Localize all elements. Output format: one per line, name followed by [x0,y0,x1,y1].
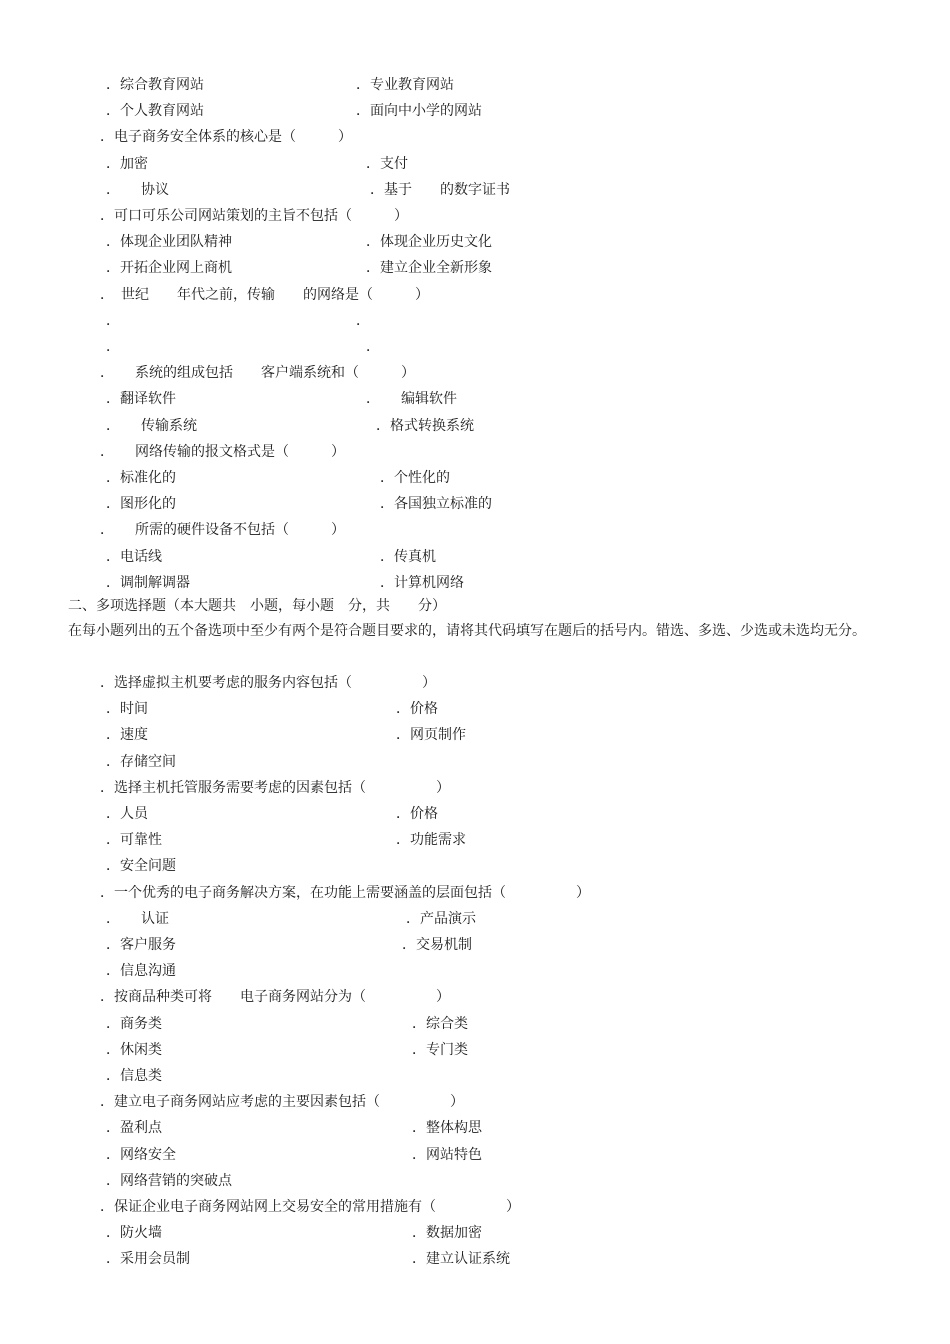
option-right: ． [366,339,380,355]
option-right: ．个性化的 [380,470,450,486]
option-right: ．专业教育网站 [356,77,454,93]
option-left: ．盈利点 [106,1120,162,1136]
option-left: ． 传输系统 [106,418,197,434]
option-left: ．安全问题 [106,858,176,874]
option-left: ．人员 [106,806,148,822]
option-left: ． [106,313,120,329]
option-left: ．加密 [106,156,148,172]
option-left: ． [106,339,120,355]
option-left: ． 认证 [106,911,169,927]
option-right: ．计算机网络 [380,575,464,591]
option-left: ．休闲类 [106,1042,162,1058]
question-stem: ．电子商务安全体系的核心是（ ） [100,129,352,145]
option-left: ．信息沟通 [106,963,176,979]
option-right: ．网站特色 [412,1147,482,1163]
option-right: ． [356,313,370,329]
question-stem: ．按商品种类可将 电子商务网站分为（ ） [100,989,450,1005]
option-left: ．网络营销的突破点 [106,1173,232,1189]
option-left: ．商务类 [106,1016,162,1032]
option-right: ．支付 [366,156,408,172]
question-stem: ．可口可乐公司网站策划的主旨不包括（ ） [100,208,408,224]
question-stem: ．建立电子商务网站应考虑的主要因素包括（ ） [100,1094,464,1110]
option-right: ．综合类 [412,1016,468,1032]
option-left: ．开拓企业网上商机 [106,260,232,276]
option-right: ．交易机制 [402,937,472,953]
option-right: ．产品演示 [406,911,476,927]
option-right: ．网页制作 [396,727,466,743]
question-stem: ．保证企业电子商务网站网上交易安全的常用措施有（ ） [100,1199,520,1215]
option-left: ．防火墙 [106,1225,162,1241]
option-right: ． 编辑软件 [366,391,457,407]
option-right: ．各国独立标准的 [380,496,492,512]
option-left: ．采用会员制 [106,1251,190,1267]
question-stem: ． 系统的组成包括 客户端系统和（ ） [100,365,415,381]
option-right: ．专门类 [412,1042,468,1058]
option-left: ．翻译软件 [106,391,176,407]
option-right: ．基于 的数字证书 [370,182,510,198]
option-right: ．价格 [396,806,438,822]
option-left: ．电话线 [106,549,162,565]
section-heading: 二、多项选择题（本大题共 小题，每小题 分，共 分） [68,598,446,614]
option-left: ．可靠性 [106,832,162,848]
option-right: ．建立认证系统 [412,1251,510,1267]
option-right: ．建立企业全新形象 [366,260,492,276]
option-left: ．信息类 [106,1068,162,1084]
option-right: ．面向中小学的网站 [356,103,482,119]
option-left: ．个人教育网站 [106,103,204,119]
option-right: ．价格 [396,701,438,717]
question-stem: ．选择虚拟主机要考虑的服务内容包括（ ） [100,675,436,691]
option-left: ．客户服务 [106,937,176,953]
option-left: ．体现企业团队精神 [106,234,232,250]
option-left: ．速度 [106,727,148,743]
option-right: ．体现企业历史文化 [366,234,492,250]
option-left: ．图形化的 [106,496,176,512]
option-left: ．时间 [106,701,148,717]
option-left: ．标准化的 [106,470,176,486]
option-left: ． 协议 [106,182,169,198]
question-stem: ． 所需的硬件设备不包括（ ） [100,522,345,538]
section-instruction: 在每小题列出的五个备选项中至少有两个是符合题目要求的，请将其代码填写在题后的括号内。错选、多选、少选或未选均无分。 [68,623,866,639]
option-left: ．调制解调器 [106,575,190,591]
question-stem: ．选择主机托管服务需要考虑的因素包括（ ） [100,780,450,796]
option-right: ．数据加密 [412,1225,482,1241]
option-left: ．综合教育网站 [106,77,204,93]
option-right: ．格式转换系统 [376,418,474,434]
option-right: ．传真机 [380,549,436,565]
option-right: ．整体构思 [412,1120,482,1136]
option-left: ．网络安全 [106,1147,176,1163]
question-stem: ． 世纪 年代之前，传输 的网络是（ ） [100,287,429,303]
question-stem: ． 网络传输的报文格式是（ ） [100,444,345,460]
question-stem: ．一个优秀的电子商务解决方案，在功能上需要涵盖的层面包括（ ） [100,885,590,901]
option-right: ．功能需求 [396,832,466,848]
option-left: ．存储空间 [106,754,176,770]
